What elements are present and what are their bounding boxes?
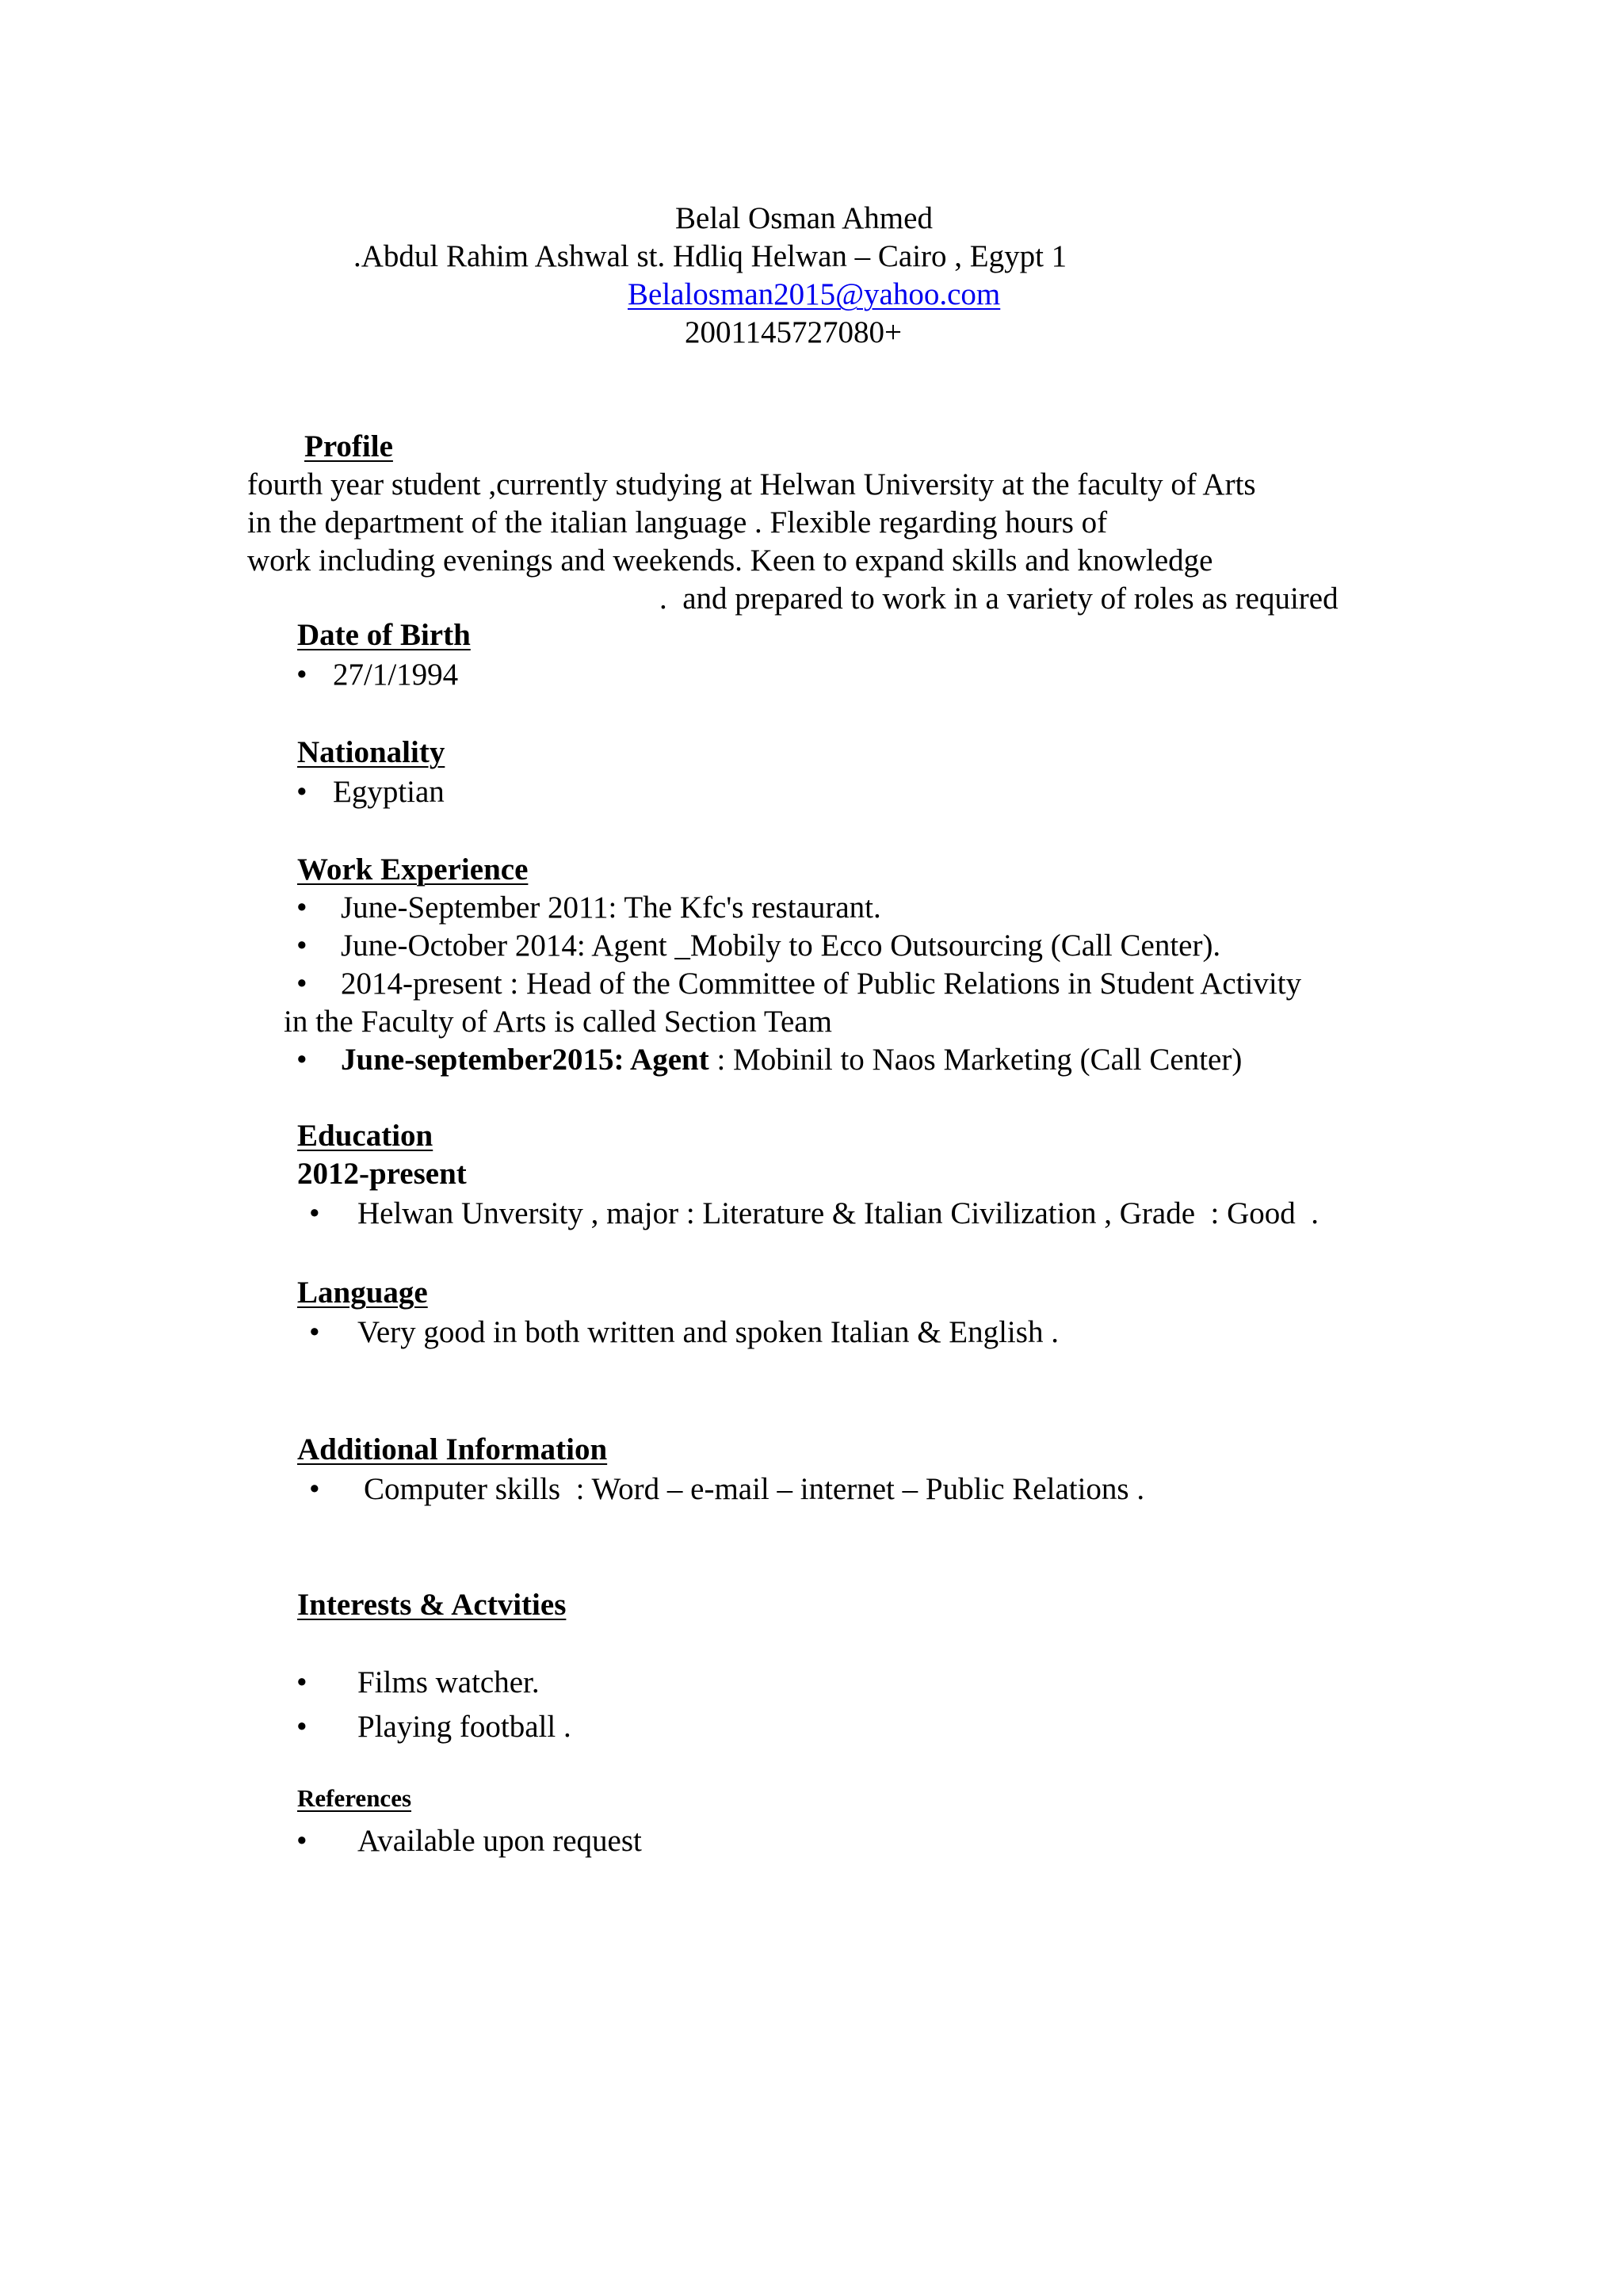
date-of-birth-heading: Date of Birth xyxy=(297,618,471,652)
interest-item-1: Films watcher. xyxy=(357,1665,540,1699)
bullet-icon xyxy=(296,965,307,1003)
work-item-4 xyxy=(341,1041,1242,1079)
education-period: 2012-present xyxy=(297,1157,467,1191)
additional-information-heading: Additional Information xyxy=(297,1432,608,1466)
profile-line-1: fourth year student ,currently studying at Helwan University at the faculty of Arts xyxy=(247,467,1256,502)
work-item-3: 2014-present : Head of the Committee of Public Relations in Student Activity xyxy=(341,967,1302,1001)
education-item: Helwan Unversity , major : Literature & Italian Civilization , Grade : Good . xyxy=(357,1196,1319,1230)
bullet-icon xyxy=(309,1195,320,1233)
work-experience-heading: Work Experience xyxy=(297,852,529,887)
bullet-icon xyxy=(296,1708,307,1746)
bullet-icon xyxy=(296,656,307,694)
date-of-birth-value: 27/1/1994 xyxy=(333,658,459,692)
nationality-value: Egyptian xyxy=(333,775,445,809)
bullet-icon xyxy=(296,927,307,965)
bullet-icon xyxy=(296,1822,307,1860)
nationality-heading: Nationality xyxy=(297,735,445,769)
language-heading: Language xyxy=(297,1276,428,1310)
references-item: Available upon request xyxy=(357,1824,642,1858)
work-item-4-rest: : Mobinil to Naos Marketing (Call Center) xyxy=(708,1043,1243,1077)
bullet-icon xyxy=(296,1664,307,1702)
additional-information-item: Computer skills : Word – e-mail – internet – Public Relations . xyxy=(364,1472,1145,1506)
interest-item-2: Playing football . xyxy=(357,1710,571,1744)
bullet-icon xyxy=(296,773,307,811)
work-item-2: June-October 2014: Agent _Mobily to Ecco Outsourcing (Call Center). xyxy=(341,929,1221,963)
profile-line-3: work including evenings and weekends. Keen to expand skills and knowledge xyxy=(247,543,1213,578)
profile-line-2: in the department of the italian language . Flexible regarding hours of xyxy=(247,505,1108,540)
interests-heading: Interests & Actvities xyxy=(297,1588,567,1622)
bullet-icon xyxy=(296,1041,307,1079)
email-link[interactable]: Belalosman2015@yahoo.com xyxy=(628,277,1001,311)
candidate-name: Belal Osman Ahmed xyxy=(675,201,933,235)
profile-line-4: . and prepared to work in a variety of roles as required xyxy=(659,582,1338,616)
address: .Abdul Rahim Ashwal st. Hdliq Helwan – Cairo , Egypt 1 xyxy=(353,239,1067,273)
references-heading: References xyxy=(297,1784,412,1812)
work-item-1: June-September 2011: The Kfc's restaurant. xyxy=(341,891,881,925)
bullet-icon xyxy=(296,889,307,927)
work-item-4-bold: June-september2015: Agent xyxy=(341,1043,709,1077)
language-item: Very good in both written and spoken Italian & English . xyxy=(357,1315,1059,1349)
phone-number: 2001145727080+ xyxy=(685,315,903,349)
education-heading: Education xyxy=(297,1119,433,1153)
work-item-3-continuation: in the Faculty of Arts is called Section Team xyxy=(284,1005,832,1039)
bullet-icon xyxy=(309,1470,320,1508)
bullet-icon xyxy=(309,1314,320,1352)
profile-heading: Profile xyxy=(304,429,393,463)
